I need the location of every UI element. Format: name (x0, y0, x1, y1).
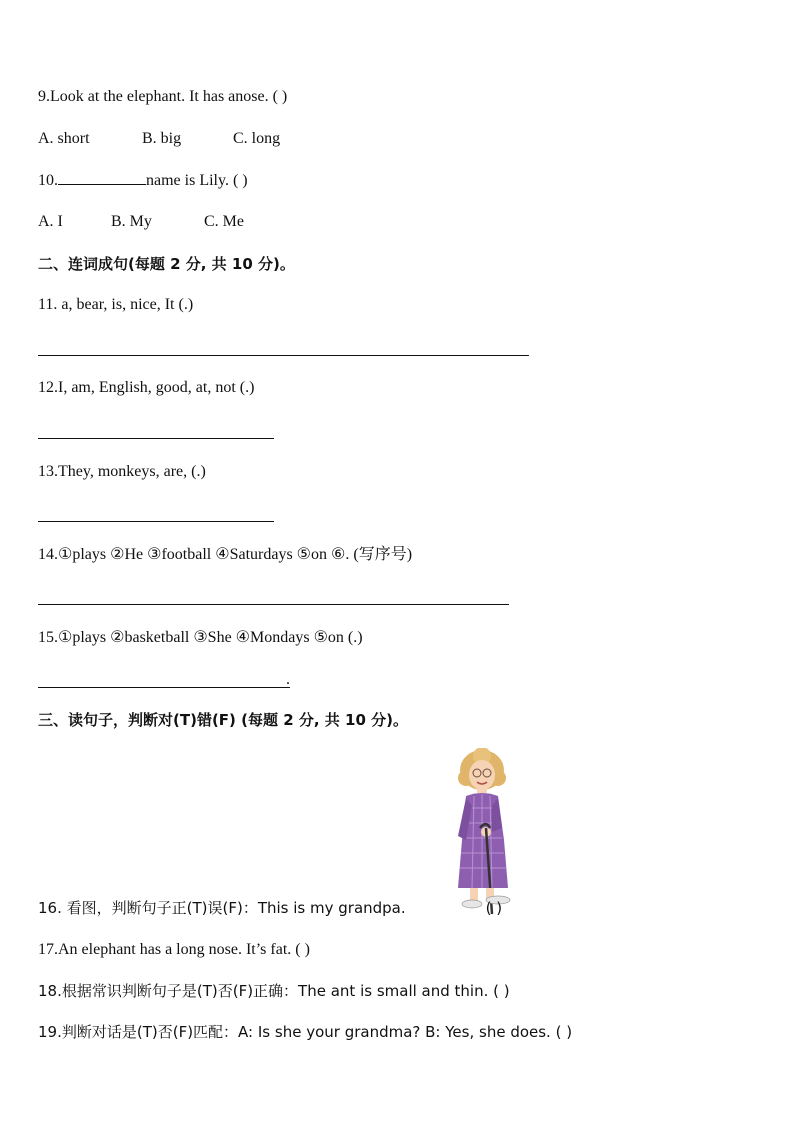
q10-option-b: B. My (111, 213, 152, 230)
question-14: 14.①plays ②He ③football ④Saturdays ⑤on ⑥. (写序号) (38, 546, 413, 563)
q14-answer-line[interactable] (38, 604, 509, 605)
q11-answer-line[interactable] (38, 355, 529, 356)
question-19: 19.判断对话是(T)否(F)匹配：A: Is she your grandma? B: Yes, she does. ( ) (38, 1023, 573, 1041)
question-17: 17.An elephant has a long nose. It’s fat. ( ) (38, 941, 310, 958)
q10-text: name is Lily. ( ) (146, 172, 248, 189)
q15-line-period: . (286, 671, 290, 688)
question-15: 15.①plays ②basketball ③She ④Mondays ⑤on (.) (38, 629, 363, 646)
question-9: 9.Look at the elephant. It has anose. ( ) (38, 88, 288, 105)
section-3-title: 三、读句子，判断对(T)错(F) (每题 2 分, 共 10 分)。 (38, 711, 408, 729)
grandma-illustration (452, 748, 518, 916)
q10-option-a: A. I (38, 213, 63, 230)
q10-option-c: C. Me (204, 213, 244, 230)
q12-answer-line[interactable] (38, 438, 274, 439)
question-9-options (38, 129, 280, 149)
q16-answer-paren[interactable]: ( ) (485, 899, 503, 917)
question-13: 13.They, monkeys, are, (.) (38, 463, 206, 480)
q10-number: 10. (38, 172, 58, 189)
q9-option-b: B. big (142, 130, 182, 147)
q16-text: 16. 看图，判断句子正(T)误(F)：This is my grandpa. (38, 899, 406, 917)
q13-answer-line[interactable] (38, 521, 274, 522)
q9-option-a: A. short (38, 130, 90, 147)
question-18: 18.根据常识判断句子是(T)否(F)正确：The ant is small and thin. ( ) (38, 982, 510, 1000)
question-10-options (38, 212, 244, 232)
question-12: 12.I, am, English, good, at, not (.) (38, 379, 255, 396)
question-16 (38, 898, 502, 918)
q9-option-c: C. long (233, 130, 281, 147)
q10-blank[interactable] (58, 170, 146, 185)
question-10 (38, 170, 248, 191)
q15-answer-line[interactable] (38, 687, 290, 688)
question-11: 11. a, bear, is, nice, It (.) (38, 296, 194, 313)
section-2-title: 二、连词成句(每题 2 分, 共 10 分)。 (38, 255, 295, 273)
